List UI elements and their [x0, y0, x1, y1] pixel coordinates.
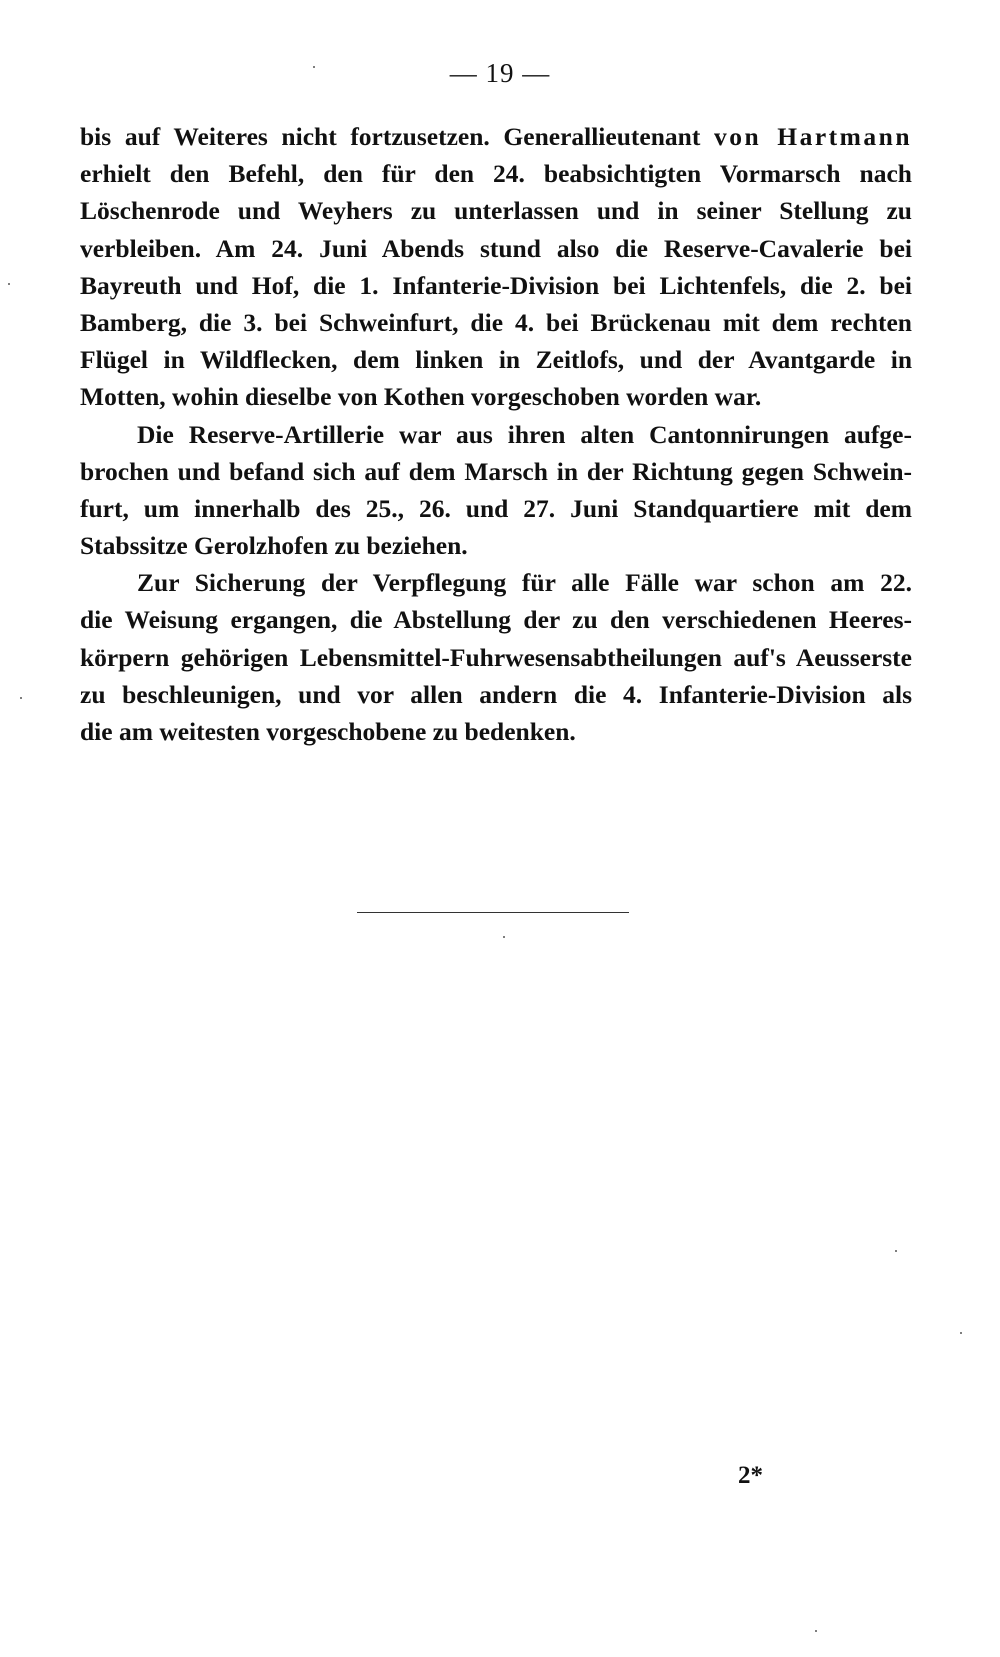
text-line: bis auf Weiteres nicht fortzusetzen. Generallieutenant von Hartmann — [80, 122, 912, 151]
text-line: brochen und befand sich auf dem Marsch in der Richtung gegen Schwein- — [80, 456, 912, 486]
scan-speck — [895, 1250, 897, 1252]
text-line: Flügel in Wildflecken, dem linken in Zeitlofs, und der Avantgarde in — [80, 345, 912, 375]
text-line: zu beschleunigen, und vor allen andern die 4. Infanterie-Division als — [80, 679, 912, 709]
text-line: Bamberg, die 3. bei Schweinfurt, die 4. bei Brückenau mit dem rechten — [80, 307, 912, 337]
body-text — [80, 118, 912, 750]
text-line: Motten, wohin dieselbe von Kothen vorgeschoben worden war. — [80, 382, 762, 412]
text-line: die am weitesten vorgeschobene zu bedenken. — [80, 717, 576, 746]
text-line: Bayreuth und Hof, die 1. Infanterie-Division bei Lichtenfels, die 2. bei — [80, 270, 912, 300]
scan-speck — [8, 283, 10, 285]
text-line: verbleiben. Am 24. Juni Abends stund also die Reserve-Cavalerie bei — [80, 233, 912, 263]
scan-speck — [503, 936, 505, 938]
text-line: die Weisung ergangen, die Abstellung der zu den verschiedenen Heeres- — [80, 605, 912, 635]
spaced-name: von Hartmann — [713, 122, 912, 151]
text-line: furt, um innerhalb des 25., 26. und 27. Juni Standquartiere mit dem — [80, 493, 912, 523]
text-line: Die Reserve-Artillerie war aus ihren alten Cantonnirungen aufge- — [137, 419, 912, 449]
text-line: Zur Sicherung der Verpflegung für alle Fälle war schon am 22. — [137, 568, 912, 598]
scan-speck — [815, 1630, 817, 1632]
text-line: körpern gehörigen Lebensmittel-Fuhrwesensabtheilungen auf's Aeusserste — [80, 642, 912, 672]
scan-speck — [313, 66, 315, 68]
text-line: Löschenrode und Weyhers zu unterlassen und in seiner Stellung zu — [80, 196, 912, 226]
scan-speck — [960, 1332, 962, 1334]
signature-mark: 2* — [738, 1462, 763, 1489]
page-number: — 19 — — [449, 58, 551, 88]
section-divider — [357, 912, 629, 913]
text-line: erhielt den Befehl, den für den 24. beabsichtigten Vormarsch nach — [80, 159, 912, 189]
text-line: Stabssitze Gerolzhofen zu beziehen. — [80, 531, 468, 561]
scan-speck — [20, 697, 22, 699]
